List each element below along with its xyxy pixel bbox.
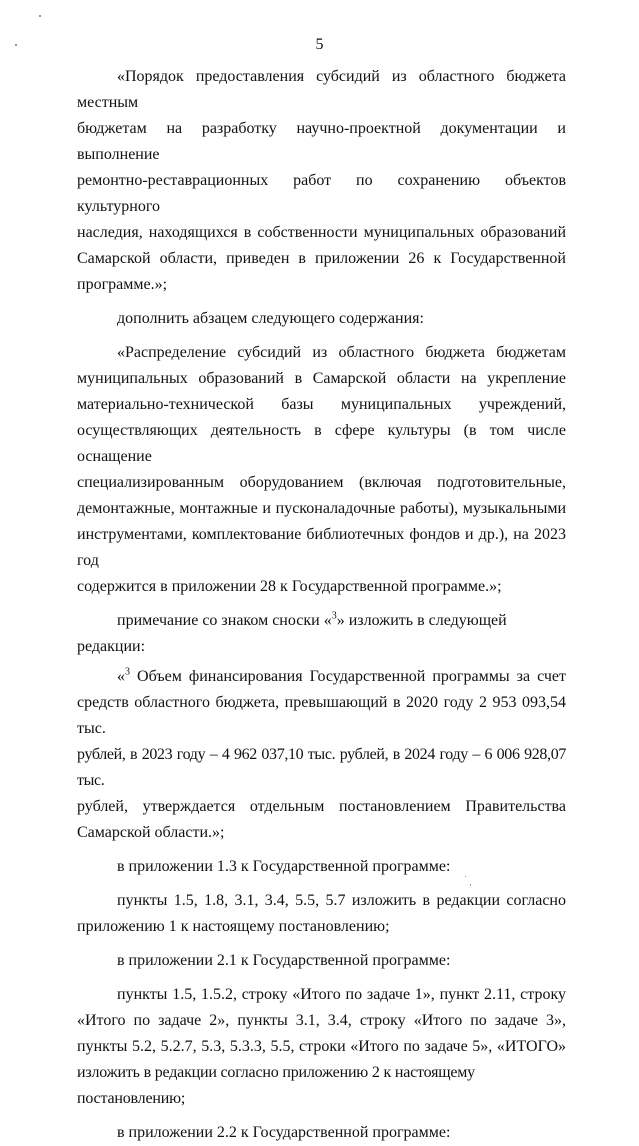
text-line: «Порядок предоставления субсидий из областного бюджета местным	[77, 68, 566, 111]
text-line: специализированным оборудованием (включая подготовительные,	[77, 474, 566, 491]
text-line: дополнить абзацем следующего содержания:	[117, 310, 424, 327]
text-line: ремонтно-реставрационных работ по сохранению объектов культурного	[77, 172, 566, 215]
text-line: содержится в приложении 28 к Государственной программе.»;	[77, 578, 502, 595]
text-line: «Итого по задаче 2», пункты 3.1, 3.4, строку «Итого по задаче 3»,	[77, 1012, 566, 1029]
text-line: Самарской области.»;	[77, 824, 225, 841]
paragraph-appendix-2-1	[77, 948, 566, 974]
text-line: наследия, находящихся в собственности муниципальных образований	[77, 224, 566, 241]
text-line: в приложении 2.1 к Государственной программе:	[117, 952, 451, 969]
footnote-mark: 3	[331, 610, 337, 622]
text-line: пункты 1.5, 1.8, 3.1, 3.4, 5.5, 5.7 изложить в редакции согласно	[117, 892, 566, 909]
text-line: пункты 1.5, 1.5.2, строку «Итого по задаче 1», пункт 2.11, строку	[117, 986, 566, 1003]
text-line: Самарской области, приведен в приложении 26 к Государственной	[77, 250, 566, 267]
paragraph-footnote-note	[77, 608, 566, 660]
text-line: средств областного бюджета, превышающий в 2020 году 2 953 093,54 тыс.	[77, 694, 566, 737]
document-body	[77, 64, 566, 1146]
text-line: «Распределение субсидий из областного бюджета бюджетам	[117, 344, 566, 361]
paragraph-items-appendix-2	[77, 982, 566, 1112]
text-line: в приложении 2.2 к Государственной программе:	[117, 1124, 451, 1141]
text-line: муниципальных образований в Самарской области на укрепление	[77, 370, 566, 387]
text-fragment: примечание со знаком сноски «	[117, 612, 332, 629]
paragraph-items-appendix-1	[77, 888, 566, 940]
text-line: материально-технической базы муниципальных учреждений,	[77, 396, 566, 413]
paragraph-appendix-1-3	[77, 854, 566, 880]
text-line: программе.»;	[77, 276, 168, 293]
text-line: приложению 1 к настоящему постановлению;	[77, 918, 390, 935]
text-line: демонтажные, монтажные и пусконаладочные работы), музыкальными	[77, 500, 566, 517]
paragraph-subsidy-procedure	[77, 64, 566, 298]
scan-speck	[465, 876, 466, 877]
text-fragment: Объем финансирования Государственной программы за счет	[130, 668, 566, 685]
scan-speck	[15, 44, 17, 46]
text-fragment: «	[117, 668, 125, 685]
text-line: осуществляющих деятельность в сфере культуры (в том числе оснащение	[77, 422, 566, 465]
text-line: бюджетам на разработку научно-проектной документации и выполнение	[77, 120, 566, 163]
text-line: в приложении 1.3 к Государственной программе:	[117, 858, 451, 875]
text-line: изложить в редакции согласно приложению 2 к настоящему постановлению;	[77, 1064, 475, 1107]
text-line	[77, 664, 566, 690]
paragraph-financing-footnote	[77, 664, 566, 846]
paragraph-add-clause	[77, 306, 566, 332]
scan-speck	[39, 15, 41, 17]
text-line: пункты 5.2, 5.2.7, 5.3, 5.3.3, 5.5, строки «Итого по задаче 5», «ИТОГО»	[77, 1038, 566, 1055]
text-fragment: » изложить в следующей редакции:	[77, 612, 507, 655]
paragraph-subsidy-distribution	[77, 340, 566, 600]
text-line: инструментами, комплектование библиотечных фондов и др.), на 2023 год	[77, 526, 566, 569]
text-line: рублей, утверждается отдельным постановлением Правительства	[77, 798, 566, 815]
text-line	[77, 608, 566, 660]
text-line: рублей, в 2023 году – 4 962 037,10 тыс. рублей, в 2024 году – 6 006 928,07 тыс.	[77, 746, 566, 789]
page-number: 5	[315, 36, 324, 53]
paragraph-appendix-2-2	[77, 1120, 566, 1146]
scan-speck	[470, 884, 471, 886]
footnote-mark: 3	[125, 666, 130, 678]
